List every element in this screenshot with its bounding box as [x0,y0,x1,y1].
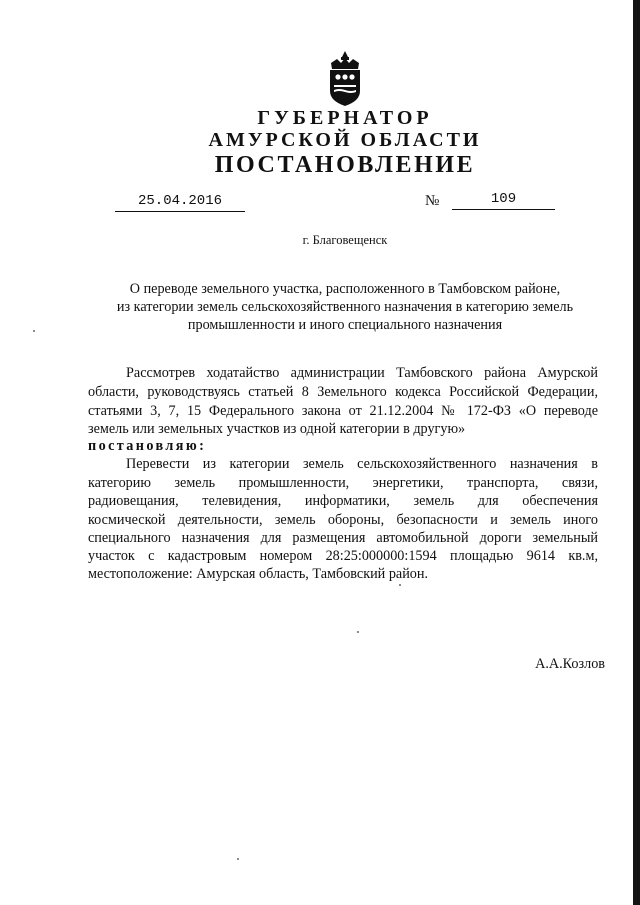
preamble-line: земель или земельных участков из одной категории в другую» [88,421,466,437]
resolution-line: радиовещания, телевидения, информатики, земель для обеспечения [88,493,598,509]
number-sign: № [425,193,440,209]
document-date: 25.04.2016 [115,193,245,212]
subject-line: промышленности и иного специального назначения [187,317,503,333]
issue-city: г. Благовещенск [302,233,388,247]
document-type: ПОСТАНОВЛЕНИЕ [214,152,476,178]
resolution-line: местоположение: Амурская область, Тамбовский район. [88,566,429,582]
scan-edge [633,0,640,905]
resolution-line: участок с кадастровым номером 28:25:000000:1594 площадью 9614 кв.м, [88,548,598,564]
signatory-name: А.А.Козлов [535,656,605,672]
scan-speck [33,330,35,332]
resolution-line: Перевести из категории земель сельскохозяйственного назначения в [126,456,598,472]
resolution-line: космической деятельности, земель обороны, безопасности и земель иного [88,512,598,528]
preamble-line: области, руководствуясь статьей 8 Земельного кодекса Российской Федерации, [88,384,598,400]
coat-of-arms-icon [325,49,365,107]
decree-word: постановляю: [88,438,207,454]
document-number: 109 [452,191,555,210]
issuer-region: АМУРСКОЙ ОБЛАСТИ [208,129,482,151]
issuer-title: ГУБЕРНАТОР [257,107,433,129]
scan-speck [399,584,401,586]
subject-line: О переводе земельного участка, расположенного в Тамбовском районе, [129,281,561,297]
subject-line: из категории земель сельскохозяйственного назначения в категорию земель [116,299,574,315]
scan-speck [237,858,239,860]
resolution-line: специального назначения для размещения автомобильной дороги земельный [88,530,598,546]
scan-speck [357,631,359,633]
resolution-line: категорию земель промышленности, энергетики, транспорта, связи, [88,475,598,491]
preamble-line: статьями 3, 7, 15 Федерального закона от 21.12.2004 № 172-ФЗ «О переводе [88,403,598,419]
preamble-line: Рассмотрев ходатайство администрации Тамбовского района Амурской [126,365,598,381]
